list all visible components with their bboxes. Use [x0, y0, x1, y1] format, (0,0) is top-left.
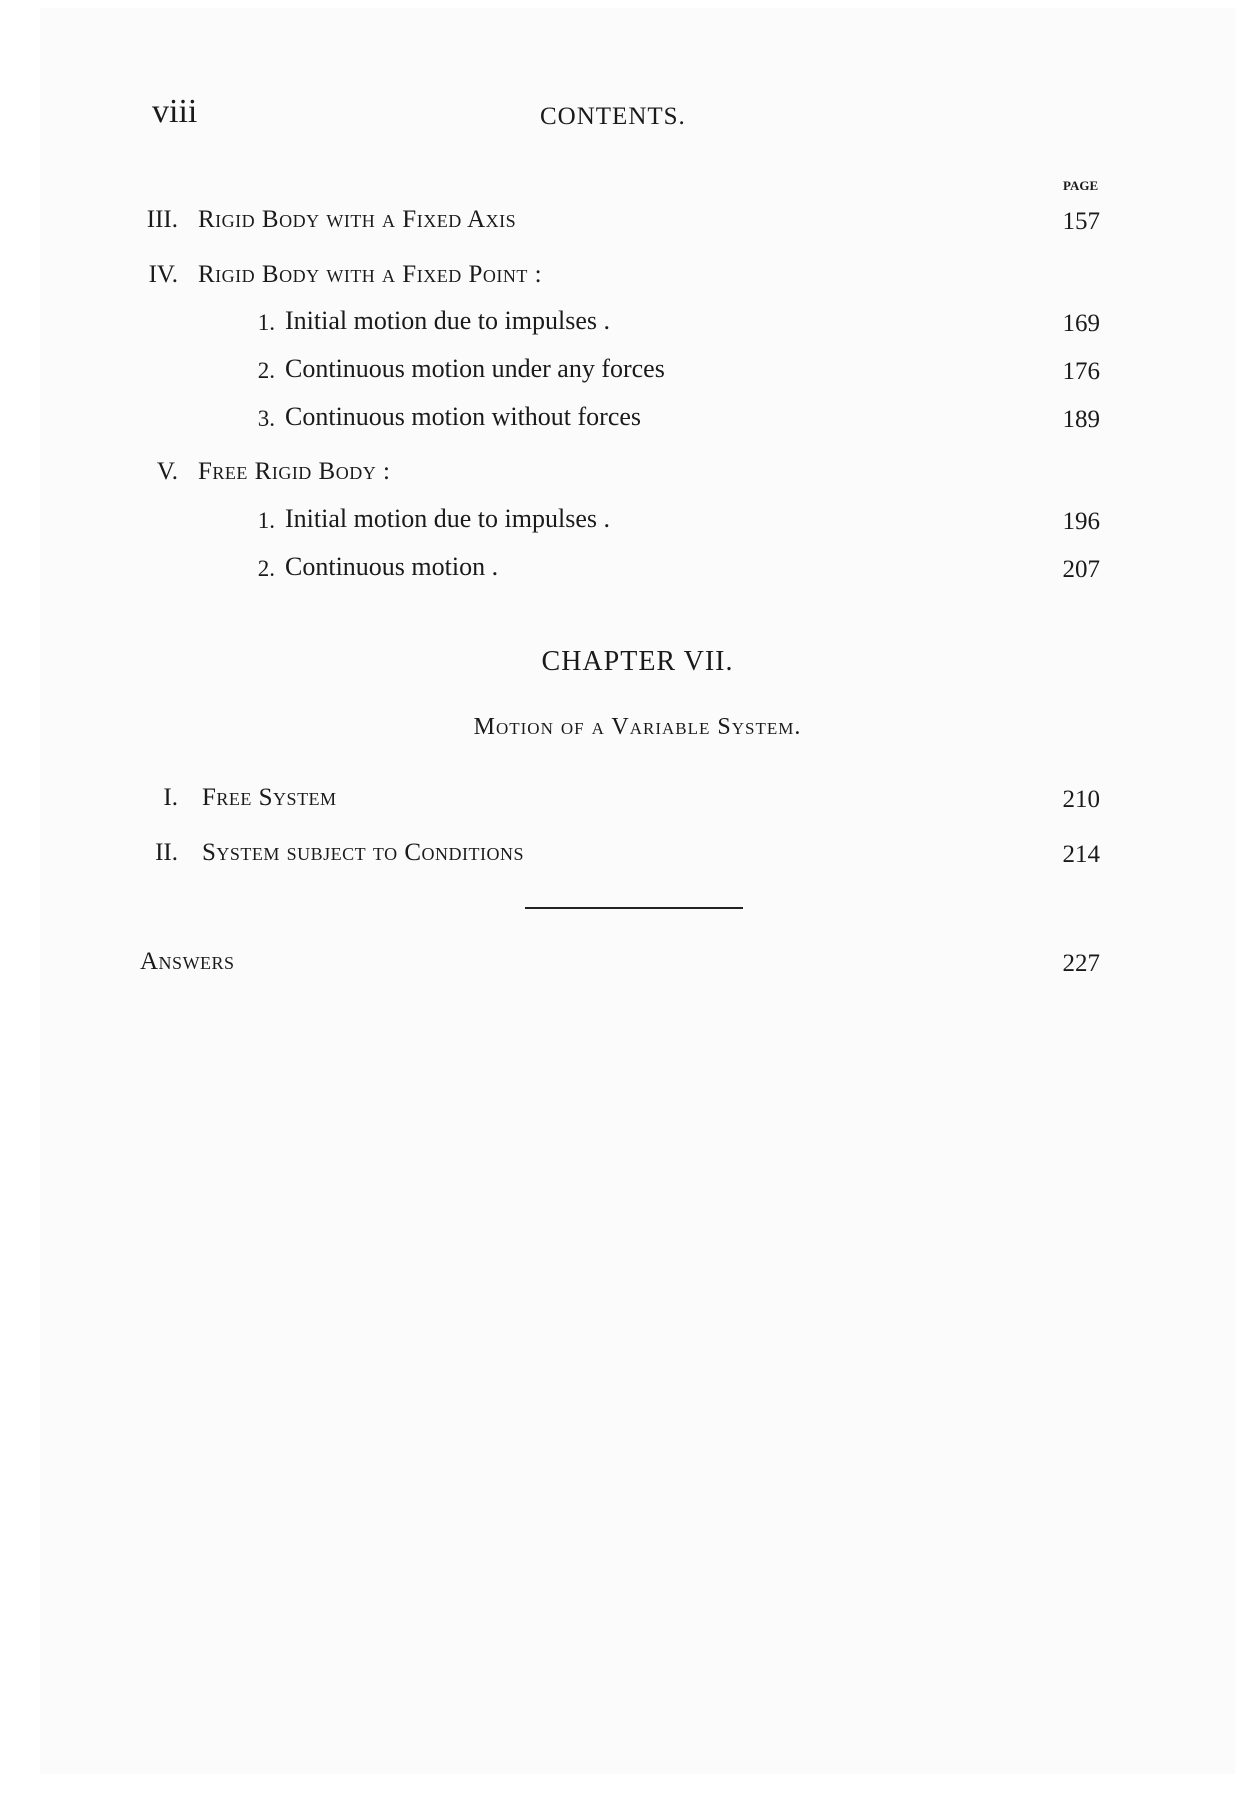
running-title: CONTENTS.: [540, 103, 686, 130]
section-heading: Free System: [202, 784, 337, 811]
page-number: viii: [152, 93, 198, 130]
section-numeral: IV.: [148, 261, 178, 288]
item-text: Continuous motion .: [285, 552, 499, 581]
item-page: 189: [1062, 406, 1100, 433]
divider-rule: [525, 907, 743, 909]
item-number: 1.: [257, 508, 275, 533]
item-number: 2.: [257, 556, 275, 581]
section-page: 157: [1062, 208, 1100, 235]
answers-label: Answers: [140, 948, 235, 975]
chapter-heading: CHAPTER VII.: [541, 646, 734, 677]
section-numeral: II.: [155, 839, 178, 866]
item-page: 207: [1062, 556, 1100, 583]
section-numeral: V.: [156, 458, 178, 485]
item-text: Continuous motion under any forces: [285, 354, 665, 383]
item-text: Initial motion due to impulses .: [285, 504, 610, 533]
contents-page: [40, 8, 1235, 1774]
section-page: 214: [1062, 841, 1100, 868]
section-heading: System subject to Conditions: [202, 839, 525, 866]
section-heading: Rigid Body with a Fixed Axis: [198, 206, 517, 233]
chapter-subtitle: Motion of a Variable System.: [473, 714, 802, 740]
item-text: Initial motion due to impulses .: [285, 306, 610, 335]
item-number: 2.: [257, 358, 275, 383]
section-numeral: III.: [146, 206, 178, 233]
section-heading: Free Rigid Body :: [198, 458, 391, 485]
item-number: 3.: [257, 406, 275, 431]
page-column-label: PAGE: [1063, 178, 1099, 193]
item-page: 176: [1062, 358, 1100, 385]
item-page: 196: [1062, 508, 1100, 535]
item-page: 169: [1062, 310, 1100, 337]
item-number: 1.: [257, 310, 275, 335]
section-numeral: I.: [163, 784, 178, 811]
section-heading: Rigid Body with a Fixed Point :: [198, 261, 543, 288]
item-text: Continuous motion without forces: [285, 402, 642, 431]
section-page: 210: [1062, 786, 1100, 813]
answers-page: 227: [1062, 950, 1100, 977]
